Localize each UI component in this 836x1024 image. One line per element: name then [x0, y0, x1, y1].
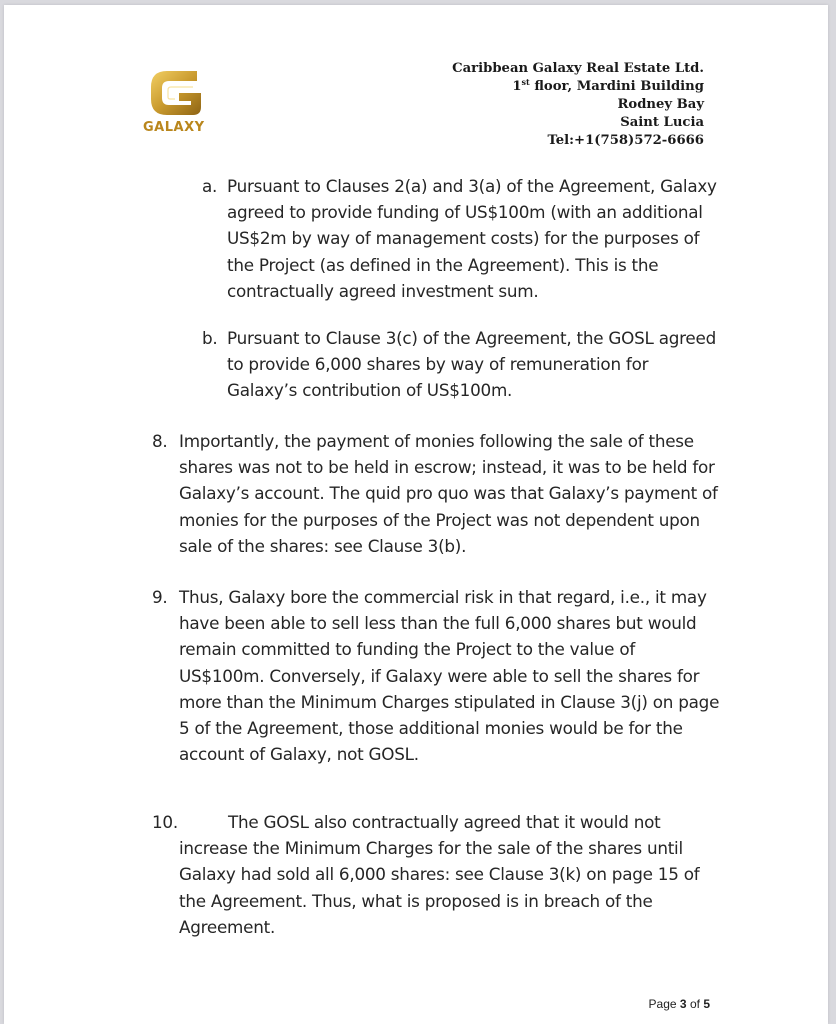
paragraph-number: 10.: [152, 812, 178, 832]
sub-item-text: Pursuant to Clause 3(c) of the Agreement, the GOSL agreed to provide 6,000 shares by way of remuneration for Galaxy’s contribution of US$100m.: [227, 328, 716, 401]
paragraph-number: 9.: [152, 587, 168, 607]
paragraph-8: [152, 428, 722, 559]
sub-item-text: Pursuant to Clauses 2(a) and 3(a) of the Agreement, Galaxy agreed to provide funding of US$100m (with an additional US$2m by way of management costs) for the purposes of the Project (as defined in the Agreement). This is the contractually agreed investment sum.: [227, 176, 717, 301]
company-letterhead: [452, 60, 704, 150]
sub-item-a: [202, 173, 722, 304]
telephone: Tel:+1(758)572-6666: [547, 133, 704, 148]
address-country: Saint Lucia: [620, 115, 704, 130]
paragraph-9: [152, 584, 722, 767]
paragraph-10: [152, 809, 722, 940]
floor-suffix: st: [521, 77, 530, 87]
sub-item-b: [202, 325, 722, 404]
list-marker: a.: [202, 176, 218, 196]
logo-text: GALAXY: [143, 120, 205, 135]
floor-building: floor, Mardini Building: [529, 79, 704, 94]
paragraph-text: Importantly, the payment of monies following the sale of these shares was not to be held in escrow; instead, it was to be held for Galaxy’s account. The quid pro quo was that Galaxy’s payment of monies for the purposes of the Project was not dependent upon sale of the shares: see Clause 3(b).: [179, 431, 718, 556]
of-label: of: [689, 997, 700, 1011]
page-number-footer: [649, 997, 710, 1011]
total-pages: 5: [703, 997, 710, 1011]
list-marker: b.: [202, 328, 218, 348]
paragraph-text: The GOSL also contractually agreed that it would not increase the Minimum Charges for the sale of the shares until Galaxy had sold all 6,000 shares: see Clause 3(k) on page 15 of the Agreement. Thus, what is proposed is in breach of the Agreement.: [179, 812, 700, 937]
company-logo: [143, 67, 211, 137]
page-label: Page: [648, 997, 677, 1011]
address-area: Rodney Bay: [617, 97, 704, 112]
company-name: Caribbean Galaxy Real Estate Ltd.: [452, 61, 704, 76]
floor-number: 1: [512, 79, 522, 94]
paragraph-text: Thus, Galaxy bore the commercial risk in that regard, i.e., it may have been able to sell less than the full 6,000 shares but would remain committed to funding the Project to the value of US$100m. Conversely, if Galaxy were able to sell the shares for more than the Minimum Charges stipulated in Clause 3(j) on page 5 of the Agreement, those additional monies would be for the account of Galaxy, not GOSL.: [179, 587, 720, 765]
address-floor: [452, 78, 704, 96]
galaxy-g-logo-icon: [147, 67, 205, 119]
document-page: [4, 5, 828, 1024]
current-page: 3: [679, 997, 687, 1011]
paragraph-number: 8.: [152, 431, 168, 451]
